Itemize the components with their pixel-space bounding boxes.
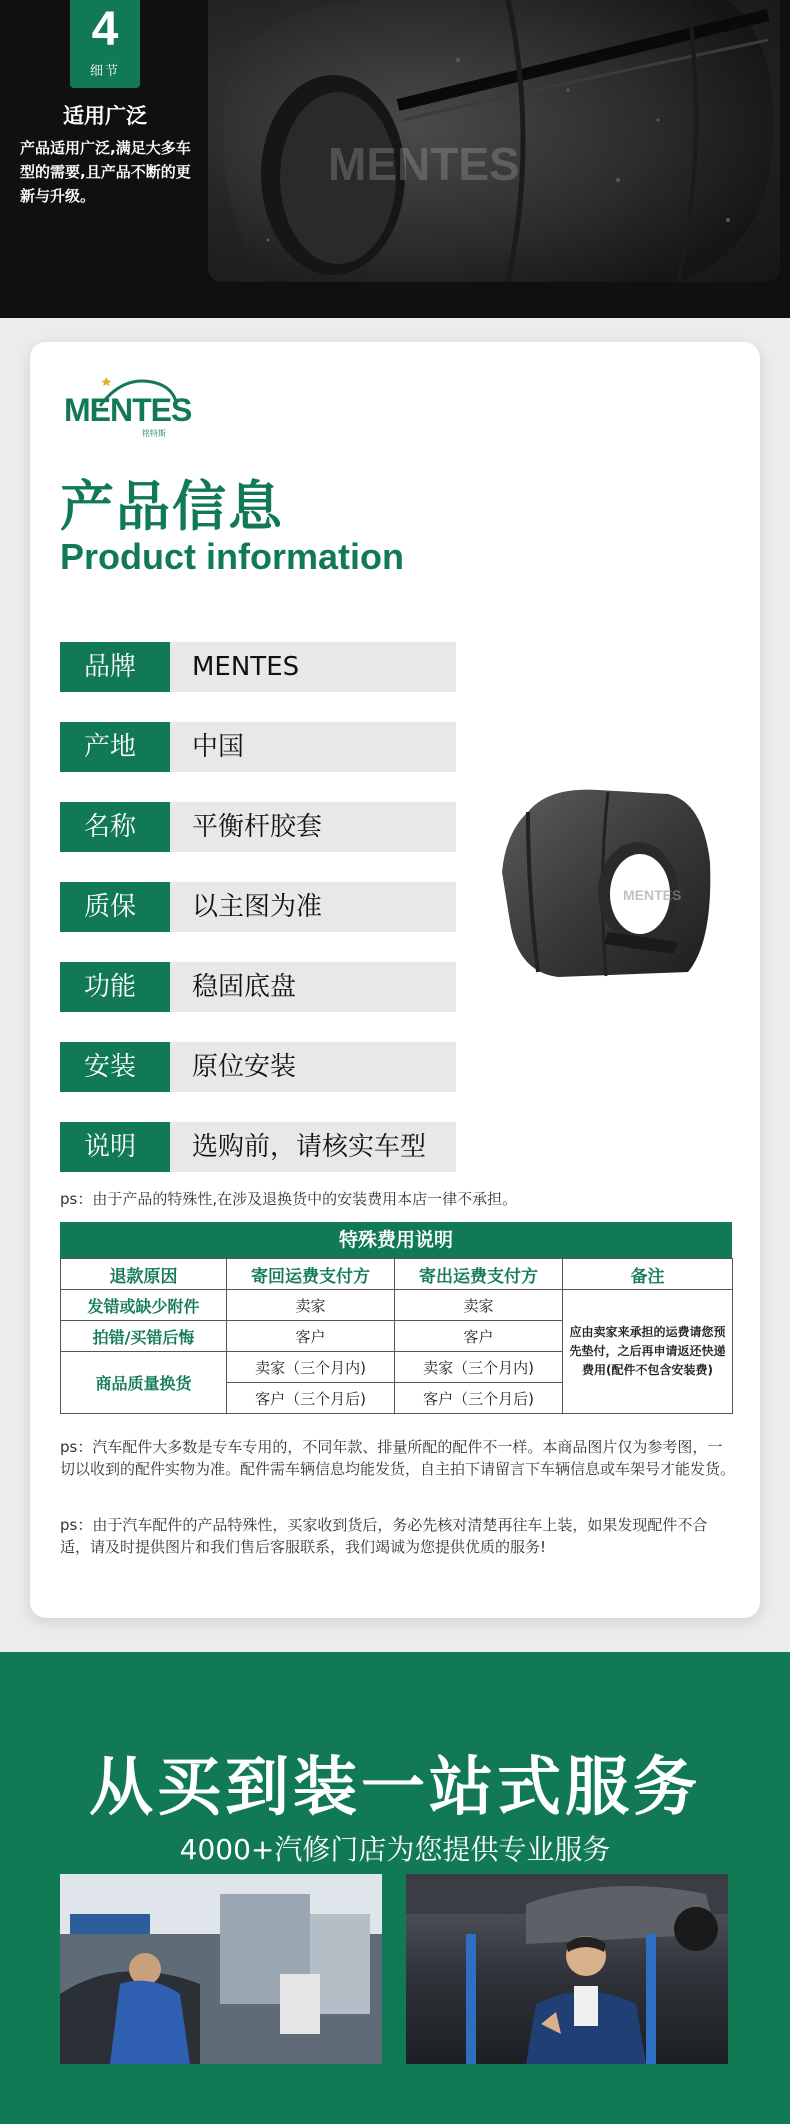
- spec-row-warranty: [60, 882, 456, 932]
- spec-key: 质保: [60, 882, 170, 932]
- ps-install-fee: ps：由于产品的特殊性,在涉及退换货中的安装费用本店一律不承担。: [60, 1190, 518, 1208]
- technician-illustration: [406, 1874, 728, 2064]
- detail-section: [0, 0, 790, 318]
- spec-key: 产地: [60, 722, 170, 772]
- watermark-text: MENTES: [328, 138, 520, 190]
- send-cell: 客户: [395, 1321, 563, 1352]
- detail-description: 产品适用广泛,满足大多车型的需要,且产品不断的更新与升级。: [20, 139, 191, 205]
- spec-key: 安装: [60, 1042, 170, 1092]
- spec-value: 选购前，请核实车型: [170, 1122, 456, 1172]
- mechanic-workshop-photo: [60, 1874, 382, 2064]
- send-cell: 客户（三个月后): [395, 1383, 563, 1414]
- send-cell: 卖家（三个月内): [395, 1352, 563, 1383]
- detail-badge: [70, 0, 140, 88]
- spec-value: 以主图为准: [170, 882, 456, 932]
- detail-title: 适用广泛: [63, 104, 147, 128]
- special-fee-table: [60, 1222, 732, 1414]
- send-cell: 卖家: [395, 1290, 563, 1321]
- remark-cell: 应由卖家来承担的运费请您预先垫付，之后再申请返还快递费用(配件不包含安装费): [563, 1290, 733, 1414]
- product-watermark: MENTES: [623, 887, 682, 903]
- detail-number: 4: [91, 3, 119, 56]
- spec-key: 功能: [60, 962, 170, 1012]
- spec-row-brand: [60, 642, 456, 692]
- spec-value: 原位安装: [170, 1042, 456, 1092]
- spec-row-function: [60, 962, 456, 1012]
- spec-key: 品牌: [60, 642, 170, 692]
- fee-table-title: 特殊费用说明: [60, 1222, 732, 1258]
- header-send-shipping: 寄出运费支付方: [395, 1259, 563, 1290]
- bushing-closeup-graphic: [208, 0, 780, 282]
- spec-key: 说明: [60, 1122, 170, 1172]
- bushing-graphic: [488, 772, 728, 1002]
- workshop-illustration: [60, 1874, 382, 2064]
- service-title: 从买到装一站式服务: [89, 1751, 701, 1825]
- section-title-cn: 产品信息: [60, 475, 284, 538]
- return-cell: 卖家: [227, 1290, 395, 1321]
- logo-text: MENTES: [64, 392, 192, 428]
- table-row: [61, 1290, 733, 1321]
- reason-cell: 发错或缺少附件: [61, 1290, 227, 1321]
- section-title-en: Product information: [60, 536, 404, 577]
- ps-vehicle-fitment: ps：汽车配件大多数是专车专用的，不同年款、排量所配的配件不一样。本商品图片仅为参考图，一切以收到的配件实物为准。配件需车辆信息均能发货，自主拍下请留言下车辆信息或车架号才能发货。: [60, 1438, 736, 1478]
- return-cell: 客户: [227, 1321, 395, 1352]
- reason-cell: 商品质量换货: [61, 1352, 227, 1414]
- ps-check-before-install: ps：由于汽车配件的产品特殊性，买家收到货后，务必先核对清楚再往车上装，如果发现配件不合适，请及时提供图片和我们售后客服联系，我们竭诚为您提供优质的服务!: [60, 1516, 708, 1556]
- fee-table: [60, 1258, 733, 1414]
- spec-key: 名称: [60, 802, 170, 852]
- header-remark: 备注: [563, 1259, 733, 1290]
- spec-value: 平衡杆胶套: [170, 802, 456, 852]
- product-closeup-photo: [208, 0, 780, 282]
- spec-row-origin: [60, 722, 456, 772]
- header-return-shipping: 寄回运费支付方: [227, 1259, 395, 1290]
- detail-label: 细节: [89, 64, 120, 79]
- brand-logo: [64, 372, 194, 442]
- spec-value: 稳固底盘: [170, 962, 456, 1012]
- technician-thumbs-up-photo: [406, 1874, 728, 2064]
- service-section: [0, 1652, 790, 2124]
- return-cell: 卖家（三个月内): [227, 1352, 395, 1383]
- spec-row-note: [60, 1122, 456, 1172]
- spec-value: MENTES: [170, 642, 456, 692]
- spec-value: 中国: [170, 722, 456, 772]
- fee-table-header-row: [61, 1259, 733, 1290]
- product-image: [488, 772, 728, 1002]
- spec-row-name: [60, 802, 456, 852]
- product-info-card: [30, 342, 760, 1618]
- spec-row-install: [60, 1042, 456, 1092]
- header-reason: 退款原因: [61, 1259, 227, 1290]
- reason-cell: 拍错/买错后悔: [61, 1321, 227, 1352]
- service-subtitle: 4000+汽修门店为您提供专业服务: [179, 1833, 611, 1866]
- logo-subtext: 铭特斯: [142, 429, 166, 438]
- return-cell: 客户（三个月后): [227, 1383, 395, 1414]
